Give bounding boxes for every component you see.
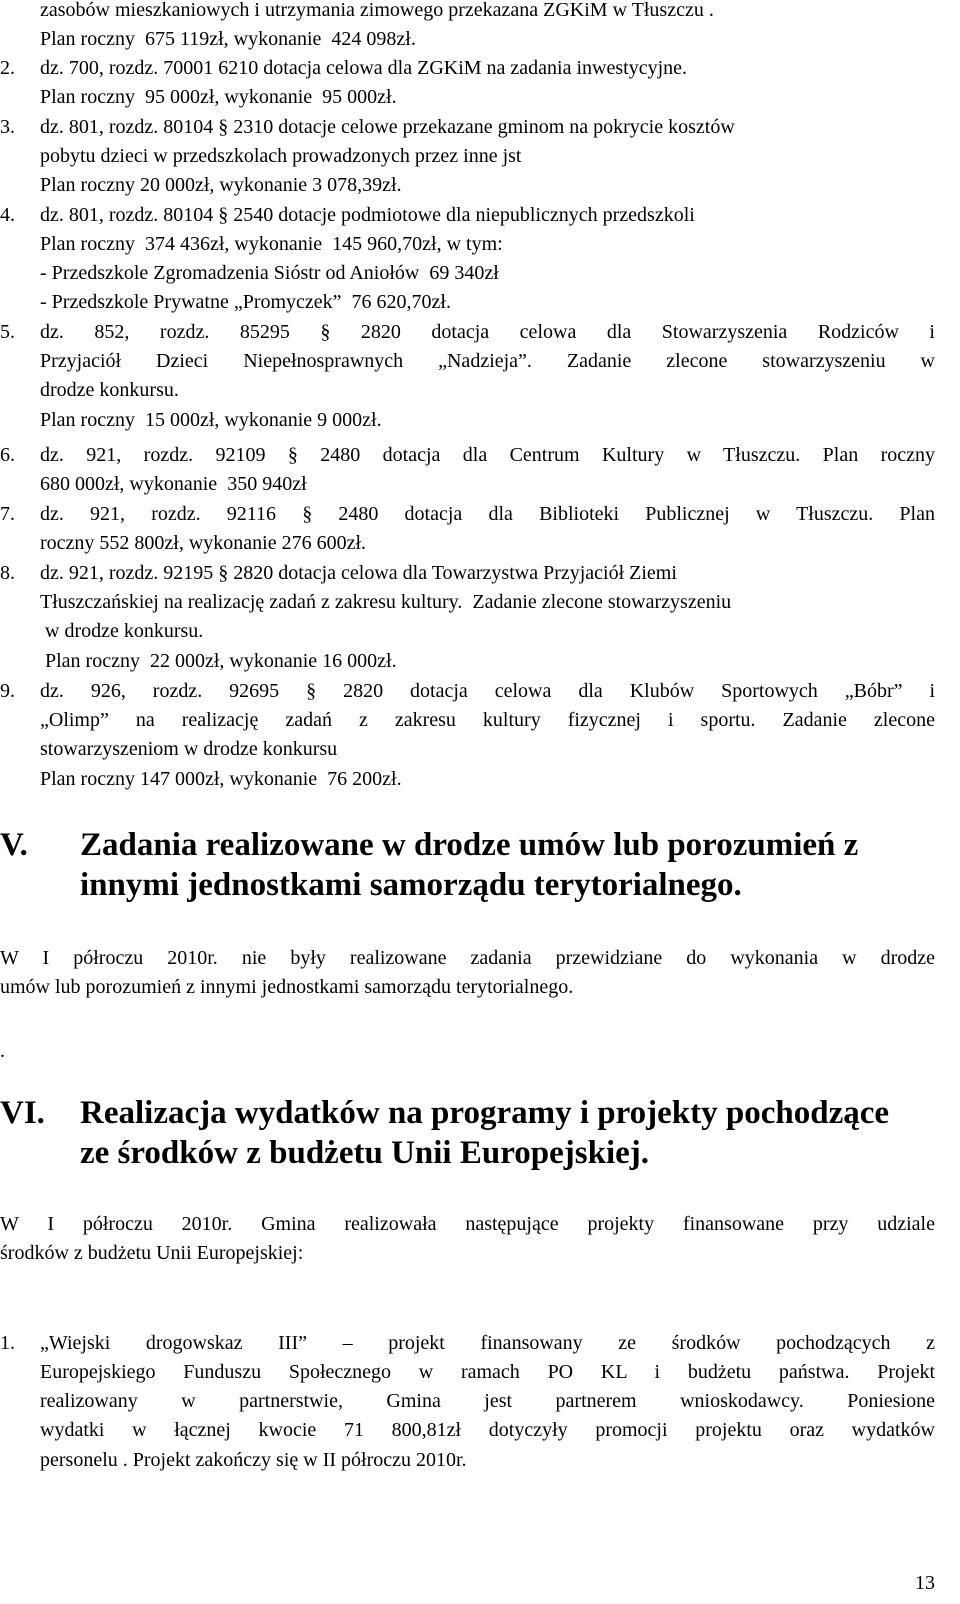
list-number: 7. xyxy=(0,503,15,525)
text-line: umów lub porozumień z innymi jednostkami samorządu terytorialnego. xyxy=(0,976,574,998)
text-line: Przyjaciół Dzieci Niepełnosprawnych „Nadzieja”. Zadanie zlecone stowarzyszeniu w xyxy=(40,350,935,372)
text-line: Plan roczny 374 436zł, wykonanie 145 960,70zł, w tym: xyxy=(40,233,503,255)
section-title: Zadania realizowane w drodze umów lub porozumień z xyxy=(80,827,859,863)
text-line: W I półroczu 2010r. nie były realizowane zadania przewidziane do wykonania w drodze xyxy=(0,947,935,969)
text-line: dz. 700, rozdz. 70001 6210 dotacja celowa dla ZGKiM na zadania inwestycyjne. xyxy=(40,57,688,79)
text-line: stowarzyszeniom w drodze konkursu xyxy=(40,738,338,760)
text-line: dz. 801, rozdz. 80104 § 2310 dotacje celowe przekazane gminom na pokrycie kosztów xyxy=(40,116,735,138)
text-line: dz. 921, rozdz. 92109 § 2480 dotacja dla Centrum Kultury w Tłuszczu. Plan roczny xyxy=(40,444,935,466)
text-line: Plan roczny 675 119zł, wykonanie 424 098zł. xyxy=(40,28,416,50)
text-line: Plan roczny 15 000zł, wykonanie 9 000zł. xyxy=(40,409,382,431)
text-line: 680 000zł, wykonanie 350 940zł xyxy=(40,473,307,495)
text-line: pobytu dzieci w przedszkolach prowadzonych przez inne jst xyxy=(40,145,522,167)
text-line: dz. 801, rozdz. 80104 § 2540 dotacje podmiotowe dla niepublicznych przedszkoli xyxy=(40,204,695,226)
text-line: zasobów mieszkaniowych i utrzymania zimowego przekazana ZGKiM w Tłuszczu . xyxy=(40,0,714,21)
text-line: realizowany w partnerstwie, Gmina jest partnerem wnioskodawcy. Poniesione xyxy=(40,1390,935,1412)
page-number: 13 xyxy=(915,1572,935,1594)
text-line: „Wiejski drogowskaz III” – projekt finansowany ze środków pochodzących z xyxy=(40,1332,935,1354)
text-line: środków z budżetu Unii Europejskiej: xyxy=(0,1242,304,1264)
text-line: dz. 921, rozdz. 92195 § 2820 dotacja celowa dla Towarzystwa Przyjaciół Ziemi xyxy=(40,562,677,584)
list-number: 5. xyxy=(0,321,15,343)
text-line: . xyxy=(0,1040,5,1062)
text-line: dz. 921, rozdz. 92116 § 2480 dotacja dla Biblioteki Publicznej w Tłuszczu. Plan xyxy=(40,503,935,525)
text-line: „Olimp” na realizację zadań z zakresu kultury fizycznej i sportu. Zadanie zlecone xyxy=(40,709,935,731)
text-line: Tłuszczańskiej na realizację zadań z zakresu kultury. Zadanie zlecone stowarzyszeniu xyxy=(40,591,732,613)
list-number: 1. xyxy=(0,1332,15,1354)
text-line: Plan roczny 147 000zł, wykonanie 76 200zł. xyxy=(40,768,402,790)
list-number: 3. xyxy=(0,116,15,138)
text-line: dz. 926, rozdz. 92695 § 2820 dotacja celowa dla Klubów Sportowych „Bóbr” i xyxy=(40,680,935,702)
text-line: dz. 852, rozdz. 85295 § 2820 dotacja celowa dla Stowarzyszenia Rodziców i xyxy=(40,321,935,343)
text-line: Europejskiego Funduszu Społecznego w ramach PO KL i budżetu państwa. Projekt xyxy=(40,1361,935,1383)
list-number: 4. xyxy=(0,204,15,226)
text-line: - Przedszkole Prywatne „Promyczek” 76 620,70zł. xyxy=(40,291,451,313)
text-line: drodze konkursu. xyxy=(40,379,179,401)
text-line: Plan roczny 22 000zł, wykonanie 16 000zł. xyxy=(40,650,397,672)
text-line: w drodze konkursu. xyxy=(40,620,204,642)
list-number: 2. xyxy=(0,57,15,79)
text-line: Plan roczny 95 000zł, wykonanie 95 000zł. xyxy=(40,86,397,108)
section-title: ze środków z budżetu Unii Europejskiej. xyxy=(80,1135,649,1171)
section-title: innymi jednostkami samorządu terytorialnego. xyxy=(80,867,742,903)
text-line: wydatki w łącznej kwocie 71 800,81zł dotyczyły promocji projektu oraz wydatków xyxy=(40,1419,935,1441)
text-line: W I półroczu 2010r. Gmina realizowała następujące projekty finansowane przy udziale xyxy=(0,1213,935,1235)
text-line: Plan roczny 20 000zł, wykonanie 3 078,39zł. xyxy=(40,174,402,196)
section-number: V. xyxy=(0,827,28,863)
section-number: VI. xyxy=(0,1095,45,1131)
text-line: roczny 552 800zł, wykonanie 276 600zł. xyxy=(40,532,367,554)
list-number: 9. xyxy=(0,680,15,702)
list-number: 6. xyxy=(0,444,15,466)
text-line: - Przedszkole Zgromadzenia Sióstr od Aniołów 69 340zł xyxy=(40,262,499,284)
text-line: personelu . Projekt zakończy się w II półroczu 2010r. xyxy=(40,1449,467,1471)
list-number: 8. xyxy=(0,562,15,584)
section-title: Realizacja wydatków na programy i projekty pochodzące xyxy=(80,1095,890,1131)
